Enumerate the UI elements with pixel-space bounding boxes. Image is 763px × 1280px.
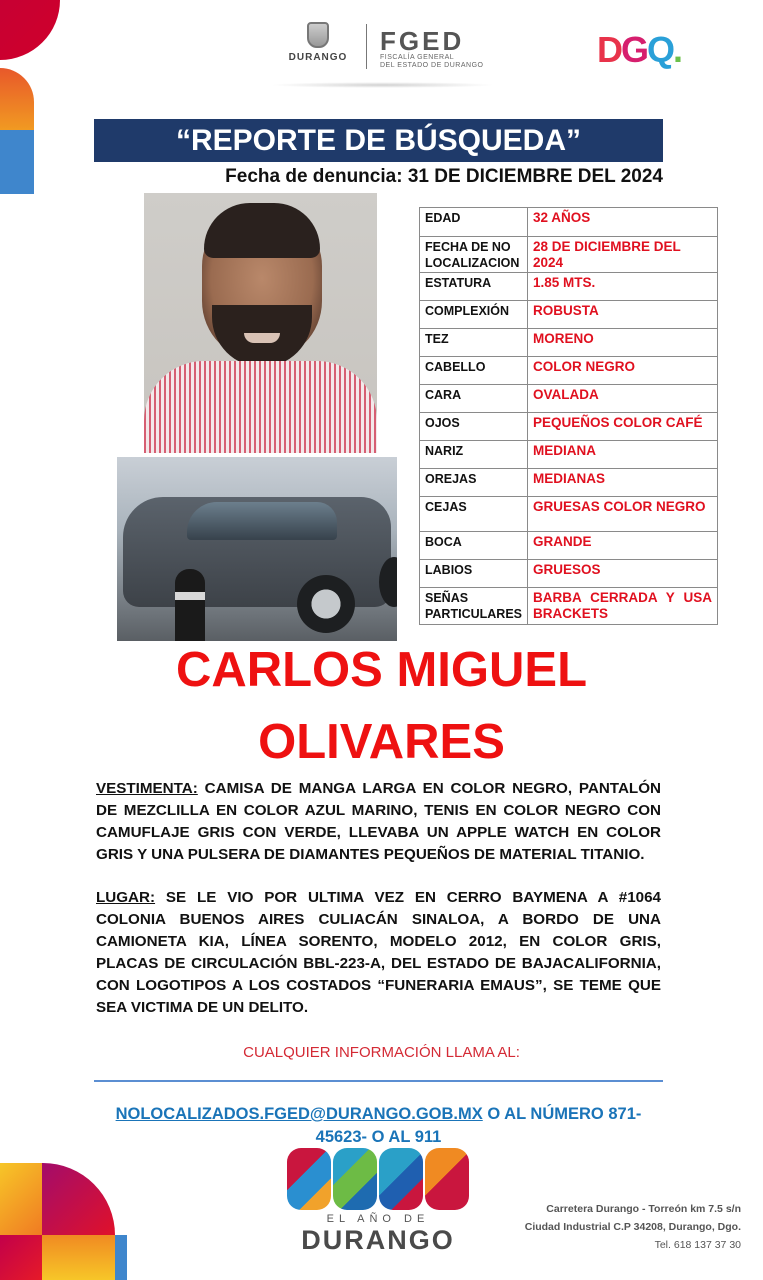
row-label: CABELLO [420,357,528,385]
table-row [420,208,718,237]
report-date [225,165,663,189]
row-value: GRANDE [527,532,717,560]
fged-acronym: FGED [380,26,465,56]
clothing-label: VESTIMENTA: [96,780,198,797]
vehicle-front-wheel [297,575,355,633]
address-line2: Ciudad Industrial C.P 34208, Durango, Dgo. [524,1221,741,1233]
corner-decoration-blue-strip [115,1235,127,1280]
person-photo [144,193,377,453]
row-label: CEJAS [420,497,528,532]
row-value: MEDIANA [527,441,717,469]
contact-heading: CUALQUIER INFORMACIÓN LLAMA AL: [243,1044,520,1061]
parking-bollard [175,569,205,641]
contact-info [94,1103,663,1149]
year-2024-logo [287,1148,469,1210]
report-title-banner: “REPORTE DE BÚSQUEDA” [94,119,663,162]
report-date-label: Fecha de denuncia: [225,166,403,187]
row-value: 28 DE DICIEMBRE DEL 2024 [527,237,717,273]
durango-government-logo [278,22,358,72]
corner-decoration-red [0,0,60,60]
row-label: ESTATURA [420,273,528,301]
row-label: SEÑAS PARTICULARES [420,588,528,625]
table-row [420,357,718,385]
corner-decoration-blue [0,130,34,194]
corner-decoration-yellow [0,1163,42,1235]
location-description [96,887,661,1019]
dgo-dot: . [673,29,682,70]
row-label: FECHA DE NO LOCALIZACION [420,237,528,273]
location-text: SE LE VIO POR ULTIMA VEZ EN CERRO BAYMENA A #1064 COLONIA BUENOS AIRES CULIACÁN SINALOA, A BORDO DE UNA CAMIONETA KIA, LÍNEA SORENTO, MODELO 2012, EN COLOR GRIS, PLACAS DE CIRCULACIÓN BBL-223-A, DEL ESTADO DE BAJACALIFORNIA, CON LOGOTIPOS A LOS COSTADOS “FUNERARIA EMAUS”, SE TEME QUE SEA VICTIMA DE UN DELITO. [96,889,661,1016]
contact-email-link[interactable]: NOLOCALIZADOS.FGED@DURANGO.GOB.MX [115,1105,483,1123]
header-shadow [270,82,495,88]
digit-2-icon [379,1148,423,1210]
clothing-text: CAMISA DE MANGA LARGA EN COLOR NEGRO, PANTALÓN DE MEZCLILLA EN COLOR AZUL MARINO, TENIS EN COLOR NEGRO CON CAMUFLAJE GRIS CON VERDE, LLEVABA UN APPLE WATCH EN COLOR GRIS Y UNA PULSERA DE DIAMANTES PEQUEÑOS DE MATERIAL TITANIO. [96,780,661,863]
row-label: CARA [420,385,528,413]
table-row [420,441,718,469]
row-value: MORENO [527,329,717,357]
row-value: MEDIANAS [527,469,717,497]
row-label: NARIZ [420,441,528,469]
dgo-letter-q: Q [647,29,674,70]
row-value: COLOR NEGRO [527,357,717,385]
address-line1: Carretera Durango - Torreón km 7.5 s/n [546,1203,741,1215]
office-phone: Tel. 618 137 37 30 [654,1239,741,1251]
corner-decoration-gold [42,1235,115,1280]
footer-brand: DURANGO [301,1225,455,1255]
corner-decoration-magenta [0,1235,42,1280]
contact-phone-text: O AL NÚMERO 871-45623- O AL 911 [315,1105,642,1146]
fged-name-line1: FISCALÍA GENERAL [380,54,455,61]
clothing-description [96,778,661,866]
table-row [420,413,718,441]
row-value: GRUESOS [527,560,717,588]
row-label: COMPLEXIÓN [420,301,528,329]
row-value: ROBUSTA [527,301,717,329]
table-row [420,273,718,301]
fged-name-line2: DEL ESTADO DE DURANGO [380,62,484,69]
vehicle-photo [117,457,397,641]
footer-tagline: EL AÑO DE [326,1213,430,1225]
bollard-band [175,592,205,600]
person-hair [204,203,320,258]
dgo-logo [597,30,681,70]
office-address [525,1200,741,1254]
digit-4-icon [425,1148,469,1210]
corner-decoration-red-arc [42,1163,115,1235]
table-row [420,588,718,625]
missing-person-surname: OLIVARES [258,715,505,769]
table-row [420,497,718,532]
row-label: TEZ [420,329,528,357]
table-row [420,329,718,357]
report-date-value: 31 DE DICIEMBRE DEL 2024 [407,166,663,187]
row-value: 1.85 MTS. [527,273,717,301]
digit-0-icon [333,1148,377,1210]
table-row [420,237,718,273]
row-value: OVALADA [527,385,717,413]
row-value: GRUESAS COLOR NEGRO [527,497,717,532]
vehicle-windshield [187,502,337,540]
table-row [420,301,718,329]
durango-logo-text: DURANGO [288,52,348,63]
row-label: OREJAS [420,469,528,497]
table-row [420,469,718,497]
row-value: PEQUEÑOS COLOR CAFÉ [527,413,717,441]
row-label: BOCA [420,532,528,560]
person-smile [244,333,280,343]
table-row [420,560,718,588]
missing-person-first-names: CARLOS MIGUEL [175,643,588,697]
coat-of-arms-icon [307,22,329,48]
dgo-letter-d: D [597,29,621,70]
fged-logo [380,28,483,70]
physical-description-table [419,207,718,625]
table-row [420,385,718,413]
row-label: EDAD [420,208,528,237]
row-label: LABIOS [420,560,528,588]
row-label: OJOS [420,413,528,441]
table-row [420,532,718,560]
location-label: LUGAR: [96,889,156,906]
person-striped-shirt [144,361,377,453]
row-value: 32 AÑOS [527,208,717,237]
corner-decoration-orange [0,68,34,130]
logo-divider [366,24,367,69]
dgo-letter-g: G [621,29,648,70]
row-value: BARBA CERRADA Y USA BRACKETS [527,588,717,625]
digit-2-icon [287,1148,331,1210]
contact-divider [94,1080,663,1082]
